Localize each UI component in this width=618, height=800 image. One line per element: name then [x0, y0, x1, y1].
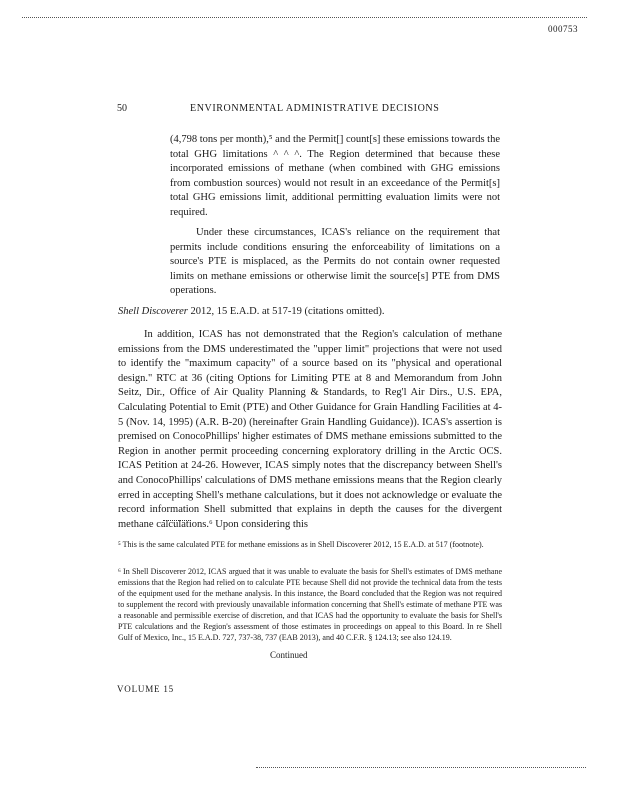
body-text	[118, 328, 502, 532]
block-quote-paragraph-1	[170, 133, 500, 221]
running-head: ENVIRONMENTAL ADMINISTRATIVE DECISIONS	[190, 103, 440, 114]
page-id: 000753	[548, 24, 578, 34]
footnote-5: ⁵ This is the same calculated PTE for methane emissions as in Shell Discoverer 2012, 15 E.A.D. at 517 (footnote).	[118, 540, 484, 549]
bottom-dotted-rule	[256, 767, 586, 768]
citation	[118, 306, 518, 317]
block-quote-paragraph-2	[170, 226, 500, 299]
volume-label: VOLUME 15	[117, 684, 174, 694]
block-quote-text-1: (4,798 tons per month),⁵ and the Permit[] count[s] these emissions towards the total GHG limitations ^ ^ ^. The Region determined that because these incorporated emissions of methane (when combined with GHG emissions from combustion sources) would not result in an exceedance of the Permit[s] total GHG emissions limit, additional permitting evaluation limits were not required.	[170, 134, 500, 218]
footnote-separator	[163, 520, 191, 521]
citation-case-name: Shell Discoverer	[118, 306, 188, 317]
continued-label: Continued	[270, 650, 308, 660]
page-number: 50	[117, 103, 127, 114]
citation-reference: 2012, 15 E.A.D. at 517-19 (citations omitted).	[187, 306, 385, 317]
body-paragraph: In addition, ICAS has not demonstrated that the Region's calculation of methane emissions from the DMS underestimated the "upper limit" projections that were not used to identify the "maximum capacity" of a source based on its "physical and operational design." RTC at 36 (citing Options for Limiting PTE at 8 and Memorandum from John Seitz, Dir., Office of Air Quality Planning & Standards, to Reg'l Air Dirs., U.S. EPA, Calculating Potential to Emit (PTE) and Other Guidance for Grain Handling Facilities at 4-5 (Nov. 14, 1995) (A.R. B-20) (hereinafter Grain Handling Guidance)). ICAS's assertion is premised on ConocoPhillips' higher estimates of DMS methane emissions submitted to the Region in another permit proceeding concerning exploratory drilling in the Arctic OCS. ICAS Petition at 24-26. However, ICAS simply notes that the discrepancy between Shell's and ConocoPhillips' calculations of DMS methane emissions means that the Region clearly erred in accepting Shell's methane calculations, but it does not acknowledge or evaluate the record information Shell submitted that explains in depth the causes for the divergent methane calculations.⁶ Upon considering this	[118, 329, 502, 530]
block-quote-text-2: Under these circumstances, ICAS's reliance on the requirement that permits include conditions ensuring the enforceability of limitations on a source's PTE is misplaced, as the Permits do not contain owner requested limits on methane emissions or otherwise limit the source[s] PTE from DMS operations.	[170, 227, 500, 297]
top-dotted-rule	[22, 17, 587, 18]
footnote-6: ⁶ In Shell Discoverer 2012, ICAS argued that it was unable to evaluate the basis for Shell's estimates of DMS methane emissions that the Region had relied on to calculate PTE because Shell did not provide the technical data from the tests of the equipment used for the methane analysis. In this instance, the Board concluded that the Region was not required to supplement the record with previously unavailable information concerning that Shell's estimate of methane PTE was a reasonable and permissible exercise of discretion, and that ICAS had the opportunity to evaluate the basis for Shell's PTE calculations and the Region's assessment of those estimates in proceedings on appeal to this Board. In re Shell Gulf of Mexico, Inc., 15 E.A.D. 727, 737-38, 737 (EAB 2013), and 40 C.F.R. § 124.13; see also 124.19.	[118, 567, 502, 642]
